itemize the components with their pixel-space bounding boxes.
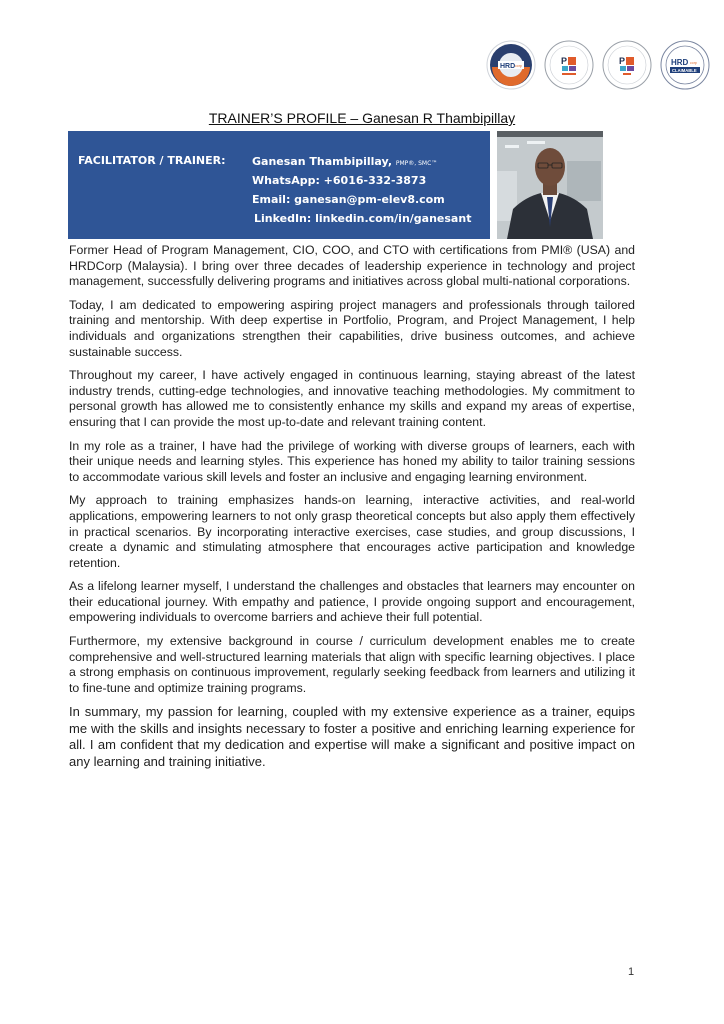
- email-contact: Email: ganesan@pm-elev8.com: [252, 193, 445, 206]
- trainer-name: Ganesan Thambipillay,: [252, 155, 393, 168]
- profile-body: [69, 243, 635, 778]
- trainer-info-box: [68, 131, 490, 239]
- pmi-capm-badge-icon: [544, 40, 594, 90]
- hrd-claimable-badge-icon: [660, 40, 710, 90]
- svg-text:HRD: HRD: [500, 63, 516, 70]
- page-number: 1: [628, 966, 635, 978]
- contact-details: [252, 152, 471, 228]
- svg-text:P: P: [561, 56, 568, 66]
- certification-badges: [486, 40, 710, 90]
- pmi-instructor-pmp-badge: [602, 40, 652, 90]
- hrd-accredited-trainer-badge: [486, 40, 536, 90]
- svg-text:P: P: [619, 56, 626, 66]
- paragraph-training-approach: My approach to training emphasizes hands-on learning, interactive activities, and real-world applications, empowering learners to not only grasp theoretical concepts but also apply them effectively in practical scenarios. By incorporating interactive exercises, case studies, and group discussions, I create a dynamic and stimulating atmosphere that encourages active participation and knowledge retention.: [69, 493, 635, 570]
- svg-text:corp: corp: [515, 64, 522, 68]
- paragraph-today: Today, I am dedicated to empowering aspiring project managers and professionals through tailored training and mentorship. With deep expertise in Portfolio, Program, and Project Management, I help individuals and organizations strengthen their capabilities, drive business outcomes, and achieve sustainable success.: [69, 297, 635, 359]
- facilitator-label: FACILITATOR / TRAINER:: [78, 154, 226, 167]
- trainer-photo: [497, 131, 603, 239]
- svg-text:HRD: HRD: [671, 58, 689, 67]
- document-title: TRAINER’S PROFILE – Ganesan R Thambipillay: [208, 110, 516, 126]
- hrd-accredited-badge-icon: [486, 40, 536, 90]
- linkedin-contact: LinkedIn: linkedin.com/in/ganesant: [254, 212, 472, 225]
- paragraph-summary: In summary, my passion for learning, coupled with my extensive experience as a trainer, equips me with the skills and insights necessary to foster a positive and enriching learning experience for all. I am confident that my dedication and expertise will make a significant and positive impact on any learning and training initiative.: [69, 704, 635, 769]
- whatsapp-contact: WhatsApp: +6016-332-3873: [252, 174, 427, 187]
- paragraph-curriculum-development: Furthermore, my extensive background in course / curriculum development enables me to create comprehensive and well-structured learning materials that align with specific learning objectives. I place a strong emphasis on continuous improvement, regularly seeking feedback from learners and utilizing it to fine-tune and optimize training programs.: [69, 634, 635, 695]
- pmi-instructor-capm-badge: [544, 40, 594, 90]
- paragraph-continuous-learning: Throughout my career, I have actively engaged in continuous learning, staying abreast of the latest industry trends, cutting-edge technologies, and innovative teaching methodologies. My commitment to personal growth has allowed me to consistently enhance my skills and expand my areas of expertise, ensuring that I can provide the most up-to-date and relevant training content.: [69, 368, 635, 429]
- hrd-claimable-badge: [660, 40, 710, 90]
- pmi-pmp-badge-icon: [602, 40, 652, 90]
- svg-text:corp: corp: [690, 61, 697, 65]
- paragraph-trainer-role: In my role as a trainer, I have had the privilege of working with diverse groups of learners, each with their unique needs and learning styles. This experience has honed my ability to tailor training sessions to accommodate various skill levels and foster an inclusive and engaging learning environment.: [69, 438, 635, 484]
- paragraph-intro: Former Head of Program Management, CIO, COO, and CTO with certifications from PMI® (USA) and HRDCorp (Malaysia). I bring over three decades of leadership experience in technology and project management, successfully delivering programs and initiatives across global multi-national corporations.: [69, 243, 635, 289]
- svg-text:CLAIMABLE: CLAIMABLE: [672, 68, 697, 73]
- trainer-credentials: PMP®, SMC™: [395, 160, 438, 167]
- trainer-name-line: [252, 152, 471, 171]
- portrait-image-icon: [497, 131, 603, 239]
- paragraph-lifelong-learner: As a lifelong learner myself, I understand the challenges and obstacles that learners may encounter on their educational journey. With empathy and patience, I provide ongoing support and encouragement, empowering individuals to overcome barriers and achieve their full potential.: [69, 579, 635, 625]
